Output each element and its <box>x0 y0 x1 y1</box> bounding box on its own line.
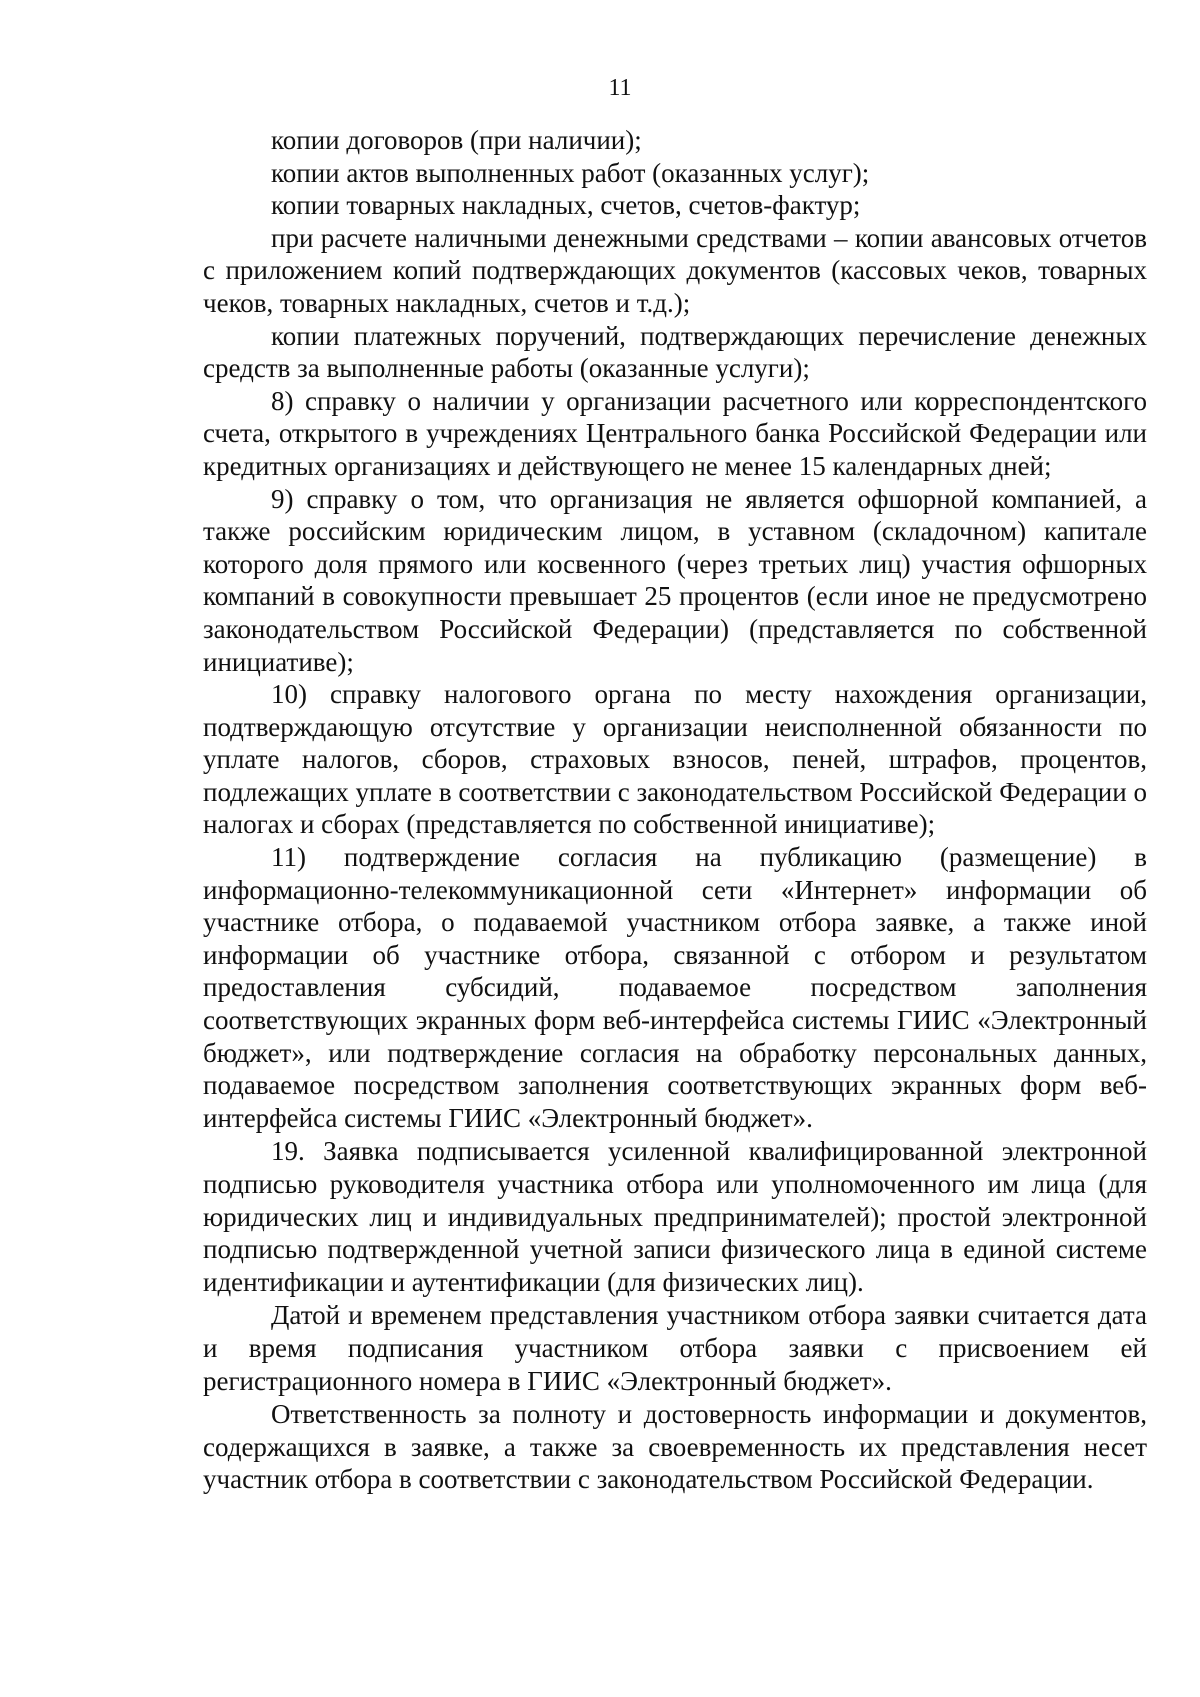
paragraph-item-9: 9) справку о том, что организация не является офшорной компанией, а также российским юридическим лицом, в уставном (складочном) капитале которого доля прямого или косвенного (через третьих лиц) участия офшорных компаний в совокупности превышает 25 процентов (если иное не предусмотрено законодательством Российской Федерации) (представляется по собственной инициативе); <box>203 483 1147 677</box>
paragraph-submission-datetime: Датой и временем представления участником отбора заявки считается дата и время подписания участником отбора заявки с присвоением ей регистрационного номера в ГИИС «Электронный бюджет». <box>203 1300 1147 1396</box>
paragraph-payment-orders: копии платежных поручений, подтверждающих перечисление денежных средств за выполненные работы (оказанные услуги); <box>203 320 1147 384</box>
paragraph-cash-settlement: при расчете наличными денежными средствами – копии авансовых отчетов с приложением копий подтверждающих документов (кассовых чеков, товарных чеков, товарных накладных, счетов и т.д.); <box>203 222 1147 318</box>
paragraph-section-19: 19. Заявка подписывается усиленной квалифицированной электронной подписью руководителя участника отбора или уполномоченного им лица (для юридических лиц и индивидуальных предпринимателей); простой электронной подписью подтвержденной учетной записи физического лица в единой системе идентификации и аутентификации (для физических лиц). <box>203 1136 1147 1297</box>
paragraph-item-11: 11) подтверждение согласия на публикацию (размещение) в информационно-телекоммуникационной сети «Интернет» информации об участнике отбора, о подаваемой участником отбора заявке, а также иной информации об участнике отбора, связанной с отбором и результатом предоставления субсидий, подаваемое посредством заполнения соответствующих экранных форм веб-интерфейса системы ГИИС «Электронный бюджет», или подтверждение согласия на обработку персональных данных, подаваемое посредством заполнения соответствующих экранных форм веб-интерфейса системы ГИИС «Электронный бюджет». <box>203 842 1147 1133</box>
paragraph-item-8: 8) справку о наличии у организации расчетного или корреспондентского счета, открытого в учреждениях Центрального банка Российской Федерации или кредитных организациях и действующего не менее 15 календарных дней; <box>203 385 1147 481</box>
paragraph-acts-copies: копии актов выполненных работ (оказанных услуг); <box>271 157 870 188</box>
page-number: 11 <box>608 75 632 101</box>
document-body <box>203 124 1147 1496</box>
paragraph-item-10: 10) справку налогового органа по месту нахождения организации, подтверждающую отсутствие у организации неисполненной обязанности по уплате налогов, сборов, страховых взносов, пеней, штрафов, процентов, подлежащих уплате в соответствии с законодательством Российской Федерации о налогах и сборах (представляется по собственной инициативе); <box>203 679 1147 840</box>
paragraph-invoices-copies: копии товарных накладных, счетов, счетов-фактур; <box>271 190 861 221</box>
paragraph-responsibility: Ответственность за полноту и достоверность информации и документов, содержащихся в заявке, а также за своевременность их представления несет участник отбора в соответствии с законодательством Российской Федерации. <box>203 1399 1147 1495</box>
paragraph-contracts-copies: копии договоров (при наличии); <box>271 125 642 155</box>
